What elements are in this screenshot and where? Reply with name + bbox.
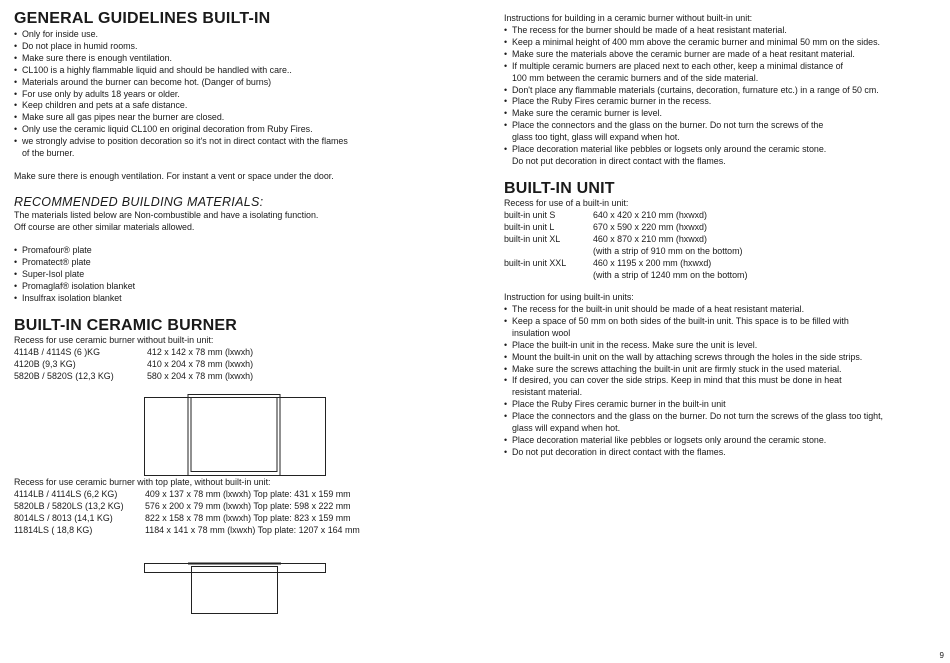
dims-cell: 1184 x 141 x 78 mm (lxwxh) Top plate: 1207 x 164 mm: [145, 524, 360, 535]
dims-cell: 410 x 204 x 78 mm (lxwxh): [147, 358, 254, 369]
materials-intro-1: The materials listed below are Non-combustible and have a isolating function.: [14, 210, 319, 220]
dims-cell: 670 x 590 x 220 mm (hxwxd): [593, 221, 707, 232]
list-item: • Make sure there is enough ventilation.: [14, 53, 348, 65]
model-cell: 4120B (9,3 KG): [14, 358, 76, 369]
table-row: [504, 270, 747, 282]
recess-intro: Recess for use ceramic burner without built-in unit:: [14, 335, 214, 345]
list-item: • CL100 is a highly flammable liquid and should be handled with care..: [14, 65, 348, 77]
list-item-continuation: Do not put decoration in direct contact with the flames.: [512, 155, 726, 166]
table-row: [504, 222, 747, 234]
page-number: 9: [939, 651, 944, 660]
built-in-unit-heading: BUILT-IN UNIT: [504, 180, 615, 197]
materials-list: [14, 245, 135, 305]
dims-cell: 460 x 870 x 210 mm (hxwxd): [593, 233, 707, 244]
list-item-continuation: 100 mm between the ceramic burners and of the side material.: [512, 72, 759, 83]
unit-name-cell: built-in unit XL: [504, 233, 561, 244]
table-row: [14, 347, 253, 359]
model-cell: 4114LB / 4114LS (6,2 KG): [14, 489, 118, 499]
recess-diagram: [144, 394, 326, 482]
list-item: • If desired, you can cover the side strips. Keep in mind that this must be done in heat: [504, 375, 883, 387]
unit-instr-list: [504, 304, 883, 459]
table-row: [14, 359, 253, 371]
unit-name-cell: [504, 270, 593, 282]
ceramic-burner-heading: BUILT-IN CERAMIC BURNER: [14, 317, 237, 334]
model-cell: 11814LS ( 18,8 KG): [14, 524, 93, 535]
no-unit-list: [504, 25, 880, 168]
dims-cell: 640 x 420 x 210 mm (hxwxd): [593, 210, 707, 220]
burner-outline: [188, 395, 280, 476]
unit-name-cell: built-in unit L: [504, 221, 555, 232]
dims-cell: 822 x 158 x 78 mm (lxwxh) Top plate: 823 x 159 mm: [145, 512, 351, 523]
table-row: [504, 234, 747, 246]
unit-name-cell: built-in unit S: [504, 210, 556, 220]
top-plate-table: [14, 489, 360, 537]
recess-table: [14, 347, 253, 383]
list-item: • Make sure the ceramic burner is level.: [504, 108, 880, 120]
model-cell: 5820LB / 5820LS (13,2 KG): [14, 500, 124, 511]
top-plate-intro: Recess for use ceramic burner with top plate, without built-in unit:: [14, 477, 271, 487]
list-item: • For use only by adults 18 years or older.: [14, 89, 348, 101]
table-row: [14, 371, 253, 383]
unit-name-cell: [504, 246, 593, 258]
table-row: [504, 246, 747, 258]
model-cell: 4114B / 4114S (6 )KG: [14, 347, 101, 357]
table-row: [504, 258, 747, 270]
dims-cell: 409 x 137 x 78 mm (lxwxh) Top plate: 431 x 159 mm: [145, 489, 351, 499]
top-plate-diagram: [144, 560, 326, 614]
table-row: [14, 501, 360, 513]
list-item: • Do not put decoration in direct contact with the flames.: [504, 447, 883, 459]
general-guidelines-list: [14, 29, 348, 160]
list-item: • If multiple ceramic burners are placed next to each other, keep a minimal distance of: [504, 61, 880, 73]
table-row: [14, 513, 360, 525]
dims-cell: (with a strip of 1240 mm on the bottom): [593, 269, 748, 280]
list-item: • The recess for the burner should be made of a heat resistant material.: [504, 25, 880, 37]
list-item: • Mount the built-in unit on the wall by attaching screws through the holes in the side strips.: [504, 352, 883, 364]
list-item: • Super-Isol plate: [14, 269, 135, 281]
dims-cell: 576 x 200 x 79 mm (lxwxh) Top plate: 598 x 222 mm: [145, 500, 351, 511]
list-item: • Insulfrax isolation blanket: [14, 293, 135, 305]
model-cell: 5820B / 5820S (12,3 KG): [14, 370, 114, 381]
list-item: • Keep a minimal height of 400 mm above the ceramic burner and minimal 50 mm on the sides.: [504, 37, 880, 49]
list-item: • Place decoration material like pebbles or logsets only around the ceramic stone.: [504, 144, 880, 156]
list-item: • Place the connectors and the glass on the burner. Do not turn the screws of the glass too tight,: [504, 411, 883, 423]
list-item: • Don't place any flammable materials (curtains, decoration, furnature etc.) in a range of 50 cm.: [504, 85, 880, 97]
recess-outline: [145, 398, 326, 476]
general-guidelines-heading: GENERAL GUIDELINES BUILT-IN: [14, 10, 271, 27]
unit-recess-intro: Recess for use of a built-in unit:: [504, 198, 629, 208]
list-item: • Place the built-in unit in the recess. Make sure the unit is level.: [504, 340, 883, 352]
unit-instr-intro: Instruction for using built-in units:: [504, 292, 634, 302]
top-plate-outline: [145, 564, 326, 573]
dims-cell: 580 x 204 x 78 mm (lxwxh): [147, 370, 254, 381]
burner-inner: [191, 398, 277, 472]
model-cell: 8014LS / 8013 (14,1 KG): [14, 512, 113, 523]
materials-intro-2: Off course are other similar materials allowed.: [14, 222, 195, 232]
list-item-continuation: resistant material.: [512, 387, 583, 398]
list-item: • Place the Ruby Fires ceramic burner in the built-in unit: [504, 399, 883, 411]
list-item: • Make sure the screws attaching the built-in unit are firmly stuck in the used material.: [504, 364, 883, 376]
list-item: • Promafour® plate: [14, 245, 135, 257]
list-item: • Promatect® plate: [14, 257, 135, 269]
materials-heading: RECOMMENDED BUILDING MATERIALS:: [14, 195, 264, 209]
dims-cell: 412 x 142 x 78 mm (lxwxh): [147, 347, 254, 357]
dims-cell: 460 x 1195 x 200 mm (hxwxd): [593, 257, 712, 268]
list-item: • The recess for the built-in unit should be made of a heat resistant material.: [504, 304, 883, 316]
list-item-continuation: glass will expand when hot.: [512, 423, 621, 434]
ventilation-note: Make sure there is enough ventilation. For instant a vent or space under the door.: [14, 171, 334, 181]
list-item-continuation: glass too tight, glass will expand when hot.: [512, 132, 680, 143]
unit-table: [504, 210, 747, 281]
table-row: [504, 210, 747, 222]
list-item-continuation: insulation wool: [512, 327, 571, 338]
list-item: • Promaglaf® isolation blanket: [14, 281, 135, 293]
list-item: • Place the Ruby Fires ceramic burner in the recess.: [504, 96, 880, 108]
list-item: • we strongly advise to position decoration so it's not in direct contact with the flames: [14, 136, 348, 148]
list-item: • Place the connectors and the glass on the burner. Do not turn the screws of the: [504, 120, 880, 132]
list-item-continuation: of the burner.: [22, 148, 75, 159]
dims-cell: (with a strip of 910 mm on the bottom): [593, 245, 743, 256]
table-row: [14, 525, 360, 537]
unit-name-cell: built-in unit XXL: [504, 257, 567, 268]
list-item: • Place decoration material like pebbles or logsets only around the ceramic stone.: [504, 435, 883, 447]
list-item: • Do not place in humid rooms.: [14, 41, 348, 53]
list-item: • Only use the ceramic liquid CL100 en original decoration from Ruby Fires.: [14, 124, 348, 136]
list-item: • Make sure the materials above the ceramic burner are made of a heat resitant material.: [504, 49, 880, 61]
list-item: • Make sure all gas pipes near the burner are closed.: [14, 112, 348, 124]
no-unit-intro: Instructions for building in a ceramic burner without built-in unit:: [504, 13, 753, 23]
table-row: [14, 489, 360, 501]
burner-body-outline: [192, 567, 278, 614]
list-item: • Only for inside use.: [14, 29, 348, 41]
list-item: • Materials around the burner can become hot. (Danger of burns): [14, 77, 348, 89]
list-item: • Keep a space of 50 mm on both sides of the built-in unit. This space is to be filled with: [504, 316, 883, 328]
list-item: • Keep children and pets at a safe distance.: [14, 100, 348, 112]
